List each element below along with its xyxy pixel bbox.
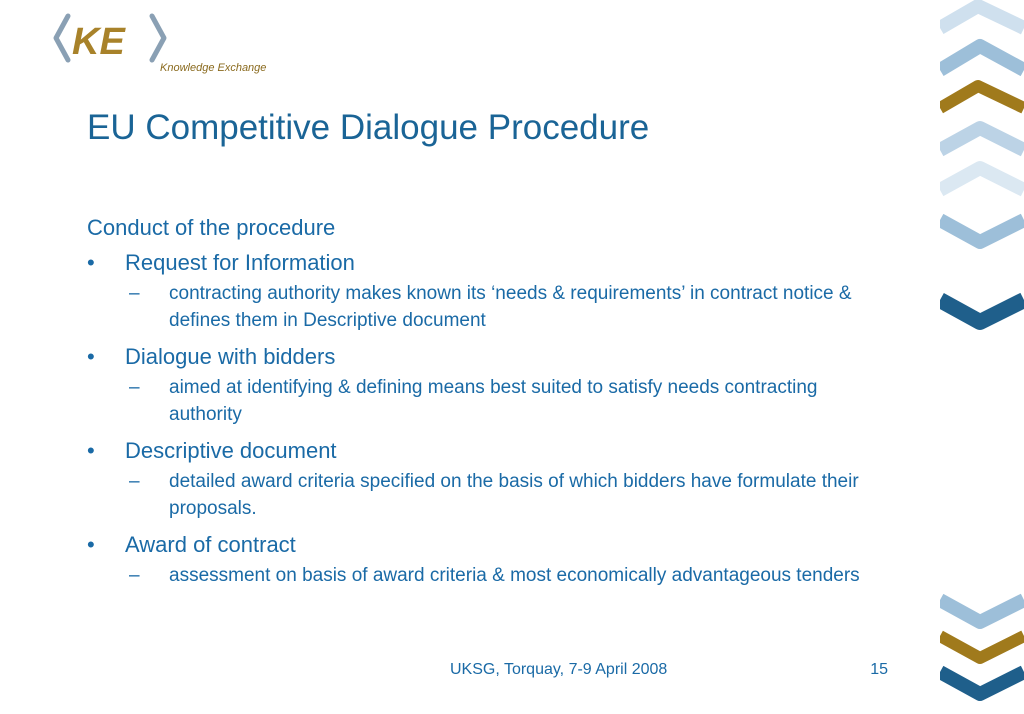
dash-marker: – (129, 471, 140, 492)
bullet-item (87, 342, 877, 372)
bullet-label: Request for Information (125, 250, 355, 275)
intro-text: Conduct of the procedure (87, 215, 336, 240)
bullet-item (87, 530, 877, 560)
bullet-label: Descriptive document (125, 438, 337, 463)
sub-bullet-text: detailed award criteria specified on the basis of which bidders have formulate their proposals. (169, 471, 859, 519)
ke-logo-mark (50, 8, 170, 68)
bullet-label: Dialogue with bidders (125, 344, 336, 369)
sub-bullet-item (87, 468, 877, 522)
ke-logo (50, 8, 310, 78)
dash-marker: – (129, 377, 140, 398)
slide-body (87, 212, 877, 597)
dash-marker: – (129, 283, 140, 304)
bullet-marker: • (87, 532, 95, 557)
bullet-item (87, 248, 877, 278)
sub-bullet-item (87, 562, 877, 589)
bullet-marker: • (87, 344, 95, 369)
sub-bullet-text: assessment on basis of award criteria & most economically advantageous tenders (169, 565, 860, 586)
decorative-chevron-band (940, 0, 1024, 714)
sub-bullet-text: aimed at identifying & defining means best suited to satisfy needs contracting authority (169, 377, 818, 425)
ke-logo-letters: KE (72, 21, 125, 63)
footer-text: UKSG, Torquay, 7-9 April 2008 (450, 661, 668, 678)
bullet-marker: • (87, 250, 95, 275)
bullet-item (87, 436, 877, 466)
bullet-marker: • (87, 438, 95, 463)
dash-marker: – (129, 565, 140, 586)
sub-bullet-item (87, 280, 877, 334)
bullet-label: Award of contract (125, 532, 296, 557)
sub-bullet-item (87, 374, 877, 428)
page-number: 15 (870, 661, 888, 678)
slide-title: EU Competitive Dialogue Procedure (87, 108, 650, 147)
sub-bullet-text: contracting authority makes known its ‘needs & requirements’ in contract notice & defines them in Descriptive document (169, 283, 852, 331)
logo-tagline: Knowledge Exchange (160, 62, 267, 74)
